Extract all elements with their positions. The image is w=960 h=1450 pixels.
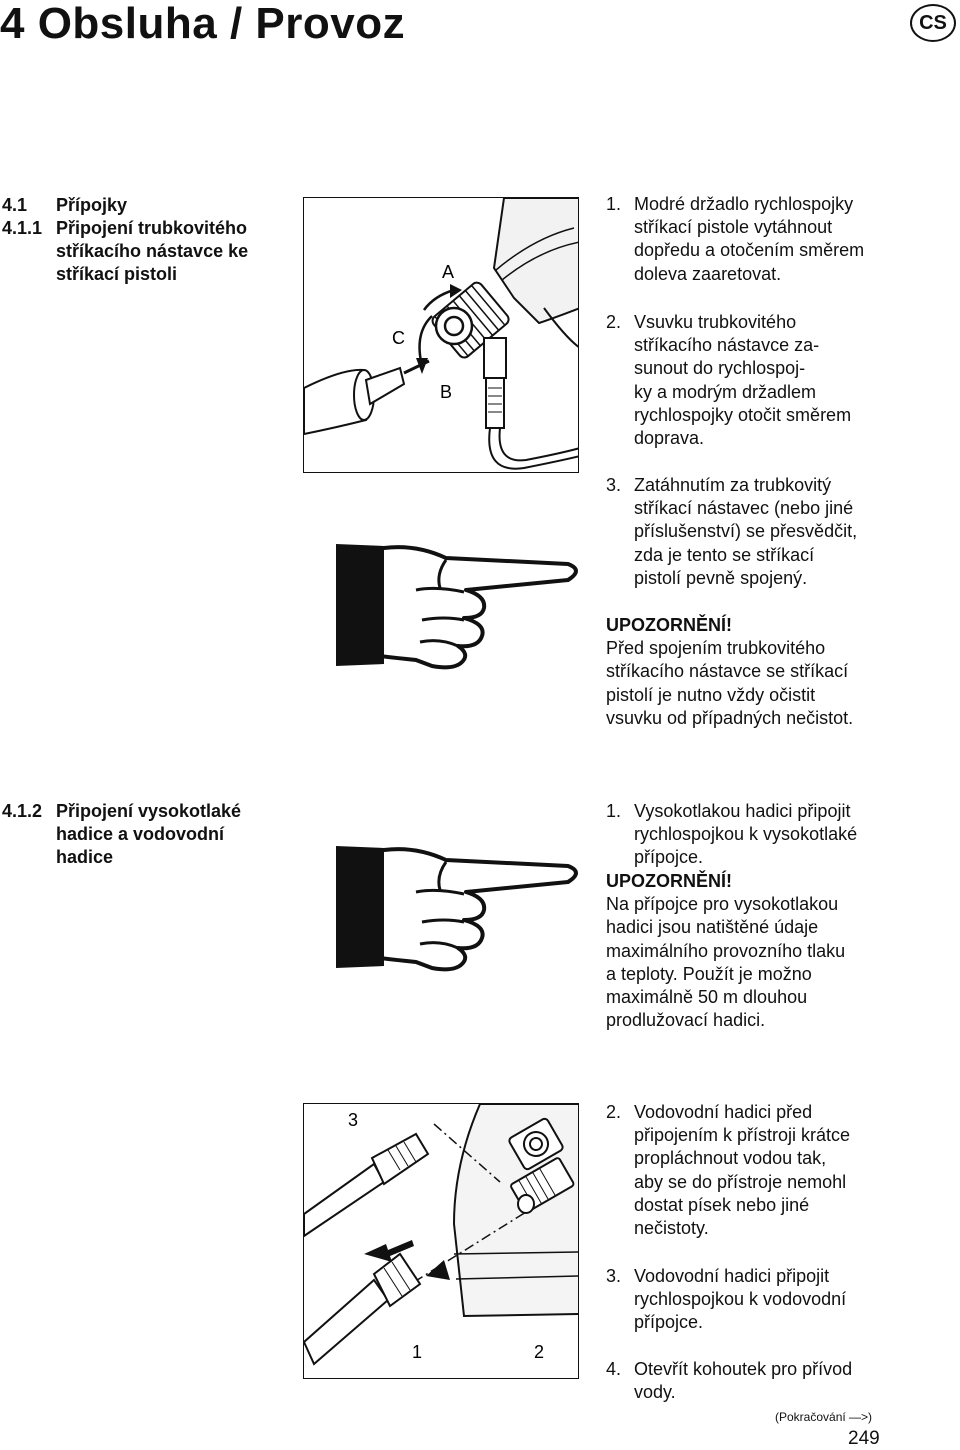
figure-label-a: A [442,262,455,282]
subsection-title-line: Připojení vysokotlaké [56,801,242,821]
step-line: stříkací nástavec (nebo jiné [634,498,854,519]
step-line: aby se do přístroje nemohl [634,1171,847,1192]
figure-label-1: 1 [412,1342,423,1362]
step-line: propláchnout vodou tak, [634,1148,827,1169]
figure-label-2: 2 [534,1342,545,1362]
water-hose-illustration [304,1104,579,1379]
step-line: Vodovodní hadici před [634,1102,813,1122]
language-badge: CS [910,4,956,42]
step-line: sunout do rychlospoj- [634,358,806,379]
continued-note: (Pokračování —>) [775,1410,873,1424]
subsection-heading-4-1-2 [2,800,282,867]
subsection-title-line: Připojení trubkovitého [56,218,248,238]
warning-title: UPOZORNĚNÍ! [606,871,732,891]
step-line: Vsuvku trubkovitého [634,312,797,332]
warning-line: maximálního provozního tlaku [606,940,846,961]
step-line: pistolí pevně spojený. [634,567,808,588]
step-line: dopředu a otočením směrem [634,240,865,261]
section-title: Přípojky [56,195,128,215]
warning-line: hadici jsou natištěné údaje [606,917,819,938]
step-line: doleva zaaretovat. [634,263,782,284]
step-line: nečistoty. [634,1218,709,1239]
subsection-title-line: stříkací pistoli [56,264,178,284]
step-line: vody. [634,1382,676,1403]
warning-line: prodlužovací hadici. [606,1010,766,1031]
subsection-title-line: hadice a vodovodní [56,824,225,844]
step-line: Modré držadlo rychlospojky [634,194,854,214]
step-line: přípojce. [634,1312,704,1333]
warning-line: maximálně 50 m dlouhou [606,987,808,1008]
spray-gun-illustration [304,198,579,473]
warning-line: a teploty. Použít je možno [606,963,812,984]
subsection-number: 4.1.2 [2,801,43,821]
step-line: rychlospojkou k vodovodní [634,1289,847,1310]
step-line: zda je tento se stříkací [634,544,815,565]
step-line: stříkacího nástavce za- [634,335,820,356]
step-line: rychlospojkou k vysokotlaké [634,824,858,845]
figure-label-c: C [392,328,405,348]
pointing-hand-icon [336,530,586,670]
step-line: Otevřít kohoutek pro přívod [634,1359,853,1379]
subsection-title-line: stříkacího nástavce ke [56,241,249,261]
step-line: Zatáhnutím za trubkovitý [634,475,832,495]
section-number: 4.1 [2,195,28,215]
step-line: stříkací pistole vytáhnout [634,217,833,238]
warning-line: pistolí je nutno vždy očistit [606,684,816,705]
step-line: ky a modrým držadlem [634,381,817,402]
page-number: 249 [848,1428,880,1449]
warning-line: Na přípojce pro vysokotlakou [606,894,839,915]
warning-block-2 [606,870,926,1032]
page-title: 4 Obsluha / Provoz [0,0,406,48]
warning-line: Před spojením trubkovitého [606,638,826,659]
warning-block-1 [606,614,926,730]
subsection-heading-4-1-1 [2,217,282,284]
figure-label-b: B [440,382,453,402]
step-line: rychlospojky otočit směrem [634,404,852,425]
section-heading-4-1 [2,194,128,217]
step-line: přípojce. [634,847,704,868]
step-line: příslušenství) se přesvědčit, [634,521,858,542]
figure-spray-gun-connection [303,197,579,473]
figure-label-3: 3 [348,1110,359,1130]
warning-line: stříkacího nástavce se stříkací [606,661,849,682]
pointing-hand-icon [336,832,586,972]
subsection-title-line: hadice [56,847,114,867]
warning-line: vsuvku od případných nečistot. [606,707,854,728]
step-line: připojením k přístroji krátce [634,1125,851,1146]
step-line: Vysokotlakou hadici připojit [634,801,851,821]
warning-title: UPOZORNĚNÍ! [606,615,732,635]
subsection-number: 4.1.1 [2,218,43,238]
step-line: doprava. [634,428,705,449]
step-line: Vodovodní hadici připojit [634,1266,830,1286]
figure-water-hose-connection [303,1103,579,1379]
step-line: dostat písek nebo jiné [634,1194,810,1215]
